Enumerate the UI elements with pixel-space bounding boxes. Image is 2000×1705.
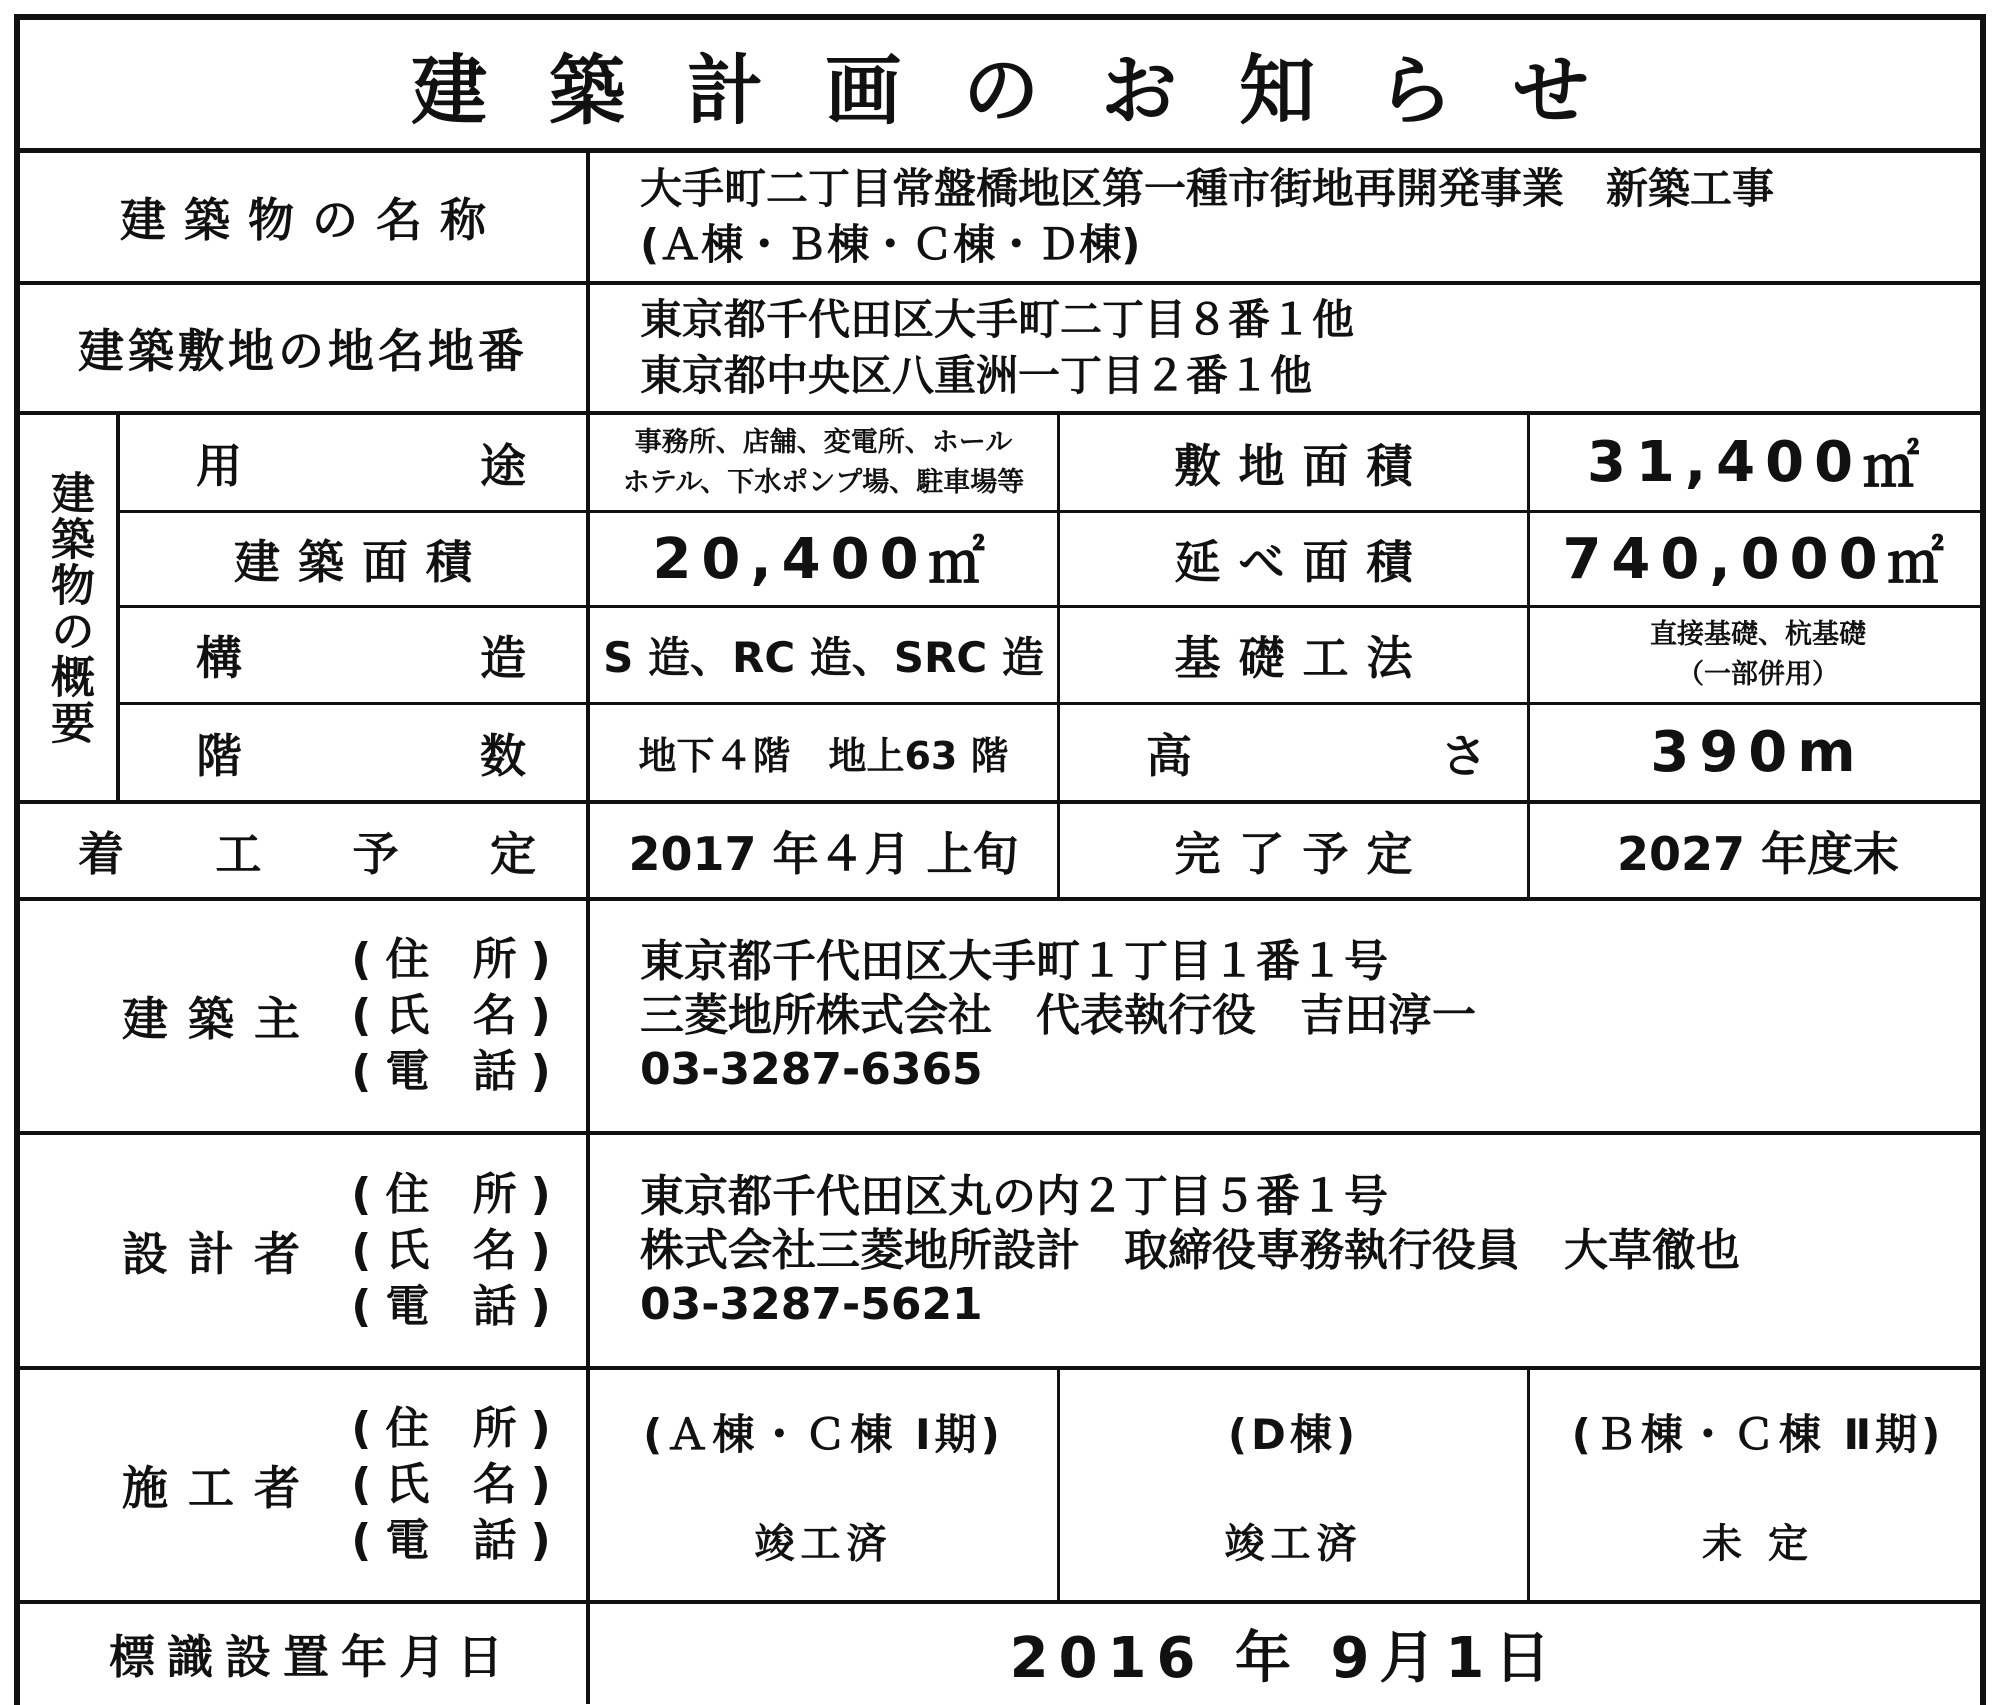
designer-field-phone: (電 話) [351,1280,565,1332]
contractor-column-2 [1060,1370,1527,1600]
contractor-field-phone: (電 話) [351,1515,565,1566]
owner-field-address: (住 所) [351,934,565,985]
structure-label-b: 造 [480,631,526,685]
contractor-column-1 [590,1370,1057,1600]
contractor-field-name: (氏 名) [351,1459,565,1510]
owner-address: 東京都千代田区大手町１丁目１番１号 [640,936,1388,987]
building-name-line1: 大手町二丁目常盤橋地区第一種市街地再開発事業 新築工事 [640,164,1775,213]
start-label [78,804,586,897]
height-label [1146,705,1527,800]
designer-field-address: (住 所) [351,1168,565,1220]
foundation-line2: （一部併用） [1677,659,1839,690]
site-address-line2: 東京都中央区八重洲一丁目２番１他 [640,351,1313,400]
use-label-b: 途 [480,438,526,493]
owner-role: 建築主 [122,992,320,1046]
contractor-field-address: (住 所) [351,1403,565,1454]
use-label [196,415,586,510]
sign-date-value: 2016 年 9月1日 [1009,1626,1561,1691]
end-label: 完了予定 [1174,826,1431,881]
overview-group-label: 建築物の概要 [43,469,94,746]
start-label-char-1: 着 [78,826,124,881]
designer-name: 株式会社三菱地所設計 取締役専務執行役員 大草徹也 [640,1224,1740,1276]
designer-field-name: (氏 名) [351,1224,565,1276]
building-name-value [640,153,1970,281]
start-label-char-2: 工 [215,826,262,881]
rule-col-group [116,411,120,802]
floors-label [196,705,586,800]
designer-role: 設計者 [122,1226,320,1281]
contractor-column-1-status: 竣工済 [754,1520,893,1567]
site-address-line1: 東京都千代田区大手町二丁目８番１他 [640,295,1355,344]
foundation-value [1530,608,1986,702]
owner-values [640,901,1970,1131]
foundation-label: 基礎工法 [1174,631,1431,685]
designer-values [640,1135,1970,1366]
total-floor-area-value: 740,000 [1562,526,1888,592]
contractor-column-2-status: 竣工済 [1224,1520,1363,1567]
contractor-column-3 [1530,1370,1986,1600]
owner-field-labels [330,901,586,1131]
sign-title: 建築計画のお知らせ [411,45,1651,135]
use-label-a: 用 [196,438,242,493]
designer-field-labels [330,1135,586,1366]
overview-group-label-cell [20,415,116,800]
owner-field-phone: (電 話) [351,1046,565,1097]
site-area-value: 31,400 [1586,430,1864,495]
floors-value: 地下４階 地上63 階 [638,734,1009,778]
structure-label [196,608,586,702]
height-label-b: さ [1441,728,1487,783]
building-name-label: 建築物の名称 [120,193,504,247]
structure-label-a: 構 [196,631,242,685]
start-label-char-3: 予 [352,826,399,881]
site-area-unit: ㎡ [1863,434,1930,500]
building-area-label: 建築面積 [234,535,490,589]
use-line2: ホテル、下水ポンプ場、駐車場等 [622,466,1025,498]
designer-address: 東京都千代田区丸の内２丁目５番１号 [640,1170,1388,1222]
contractor-column-1-heading: (Ａ棟・Ｃ棟 Ⅰ期) [643,1409,1004,1459]
end-value: 2027 年度末 [1616,826,1900,881]
total-floor-area-label: 延べ面積 [1174,535,1431,589]
total-floor-area-value-cell [1530,513,1986,605]
owner-name: 三菱地所株式会社 代表執行役 吉田淳一 [640,990,1476,1041]
building-name-line2: (Ａ棟・Ｂ棟・Ｃ棟・Ｄ棟) [640,220,1141,269]
sign-date-label: 標識設置年月日 [109,1630,515,1684]
site-area-value-cell [1530,415,1986,510]
owner-phone: 03-3287-6365 [640,1044,983,1095]
start-label-char-4: 定 [489,826,536,881]
site-address-label: 建築敷地の地名地番 [78,324,528,378]
use-line1: 事務所、店舗、変電所、ホール [634,426,1013,458]
contractor-column-3-status: 未 定 [1702,1520,1814,1567]
contractor-column-2-heading: (D棟) [1227,1409,1360,1459]
building-area-unit: ㎡ [928,531,995,596]
owner-field-name: (氏 名) [351,990,565,1041]
contractor-field-labels [330,1370,586,1600]
structure-value: S 造、RC 造、SRC 造 [603,633,1044,682]
foundation-line1: 直接基礎、杭基礎 [1650,619,1866,650]
building-area-value-cell [590,513,1057,605]
height-value: 390m [1650,720,1866,785]
site-address-value [640,285,1970,411]
start-value: 2017 年４月 上旬 [628,826,1019,881]
floors-label-b: 数 [480,728,526,783]
floors-label-a: 階 [196,728,242,783]
use-value [590,415,1057,510]
total-floor-area-unit: ㎡ [1887,531,1954,596]
building-area-value: 20,400 [652,526,929,592]
contractor-role: 施工者 [122,1461,320,1515]
site-area-label: 敷地面積 [1174,438,1431,493]
contractor-column-3-heading: (Ｂ棟・Ｃ棟 Ⅱ期) [1571,1409,1945,1459]
designer-phone: 03-3287-5621 [640,1278,983,1330]
height-label-a: 高 [1146,728,1192,783]
